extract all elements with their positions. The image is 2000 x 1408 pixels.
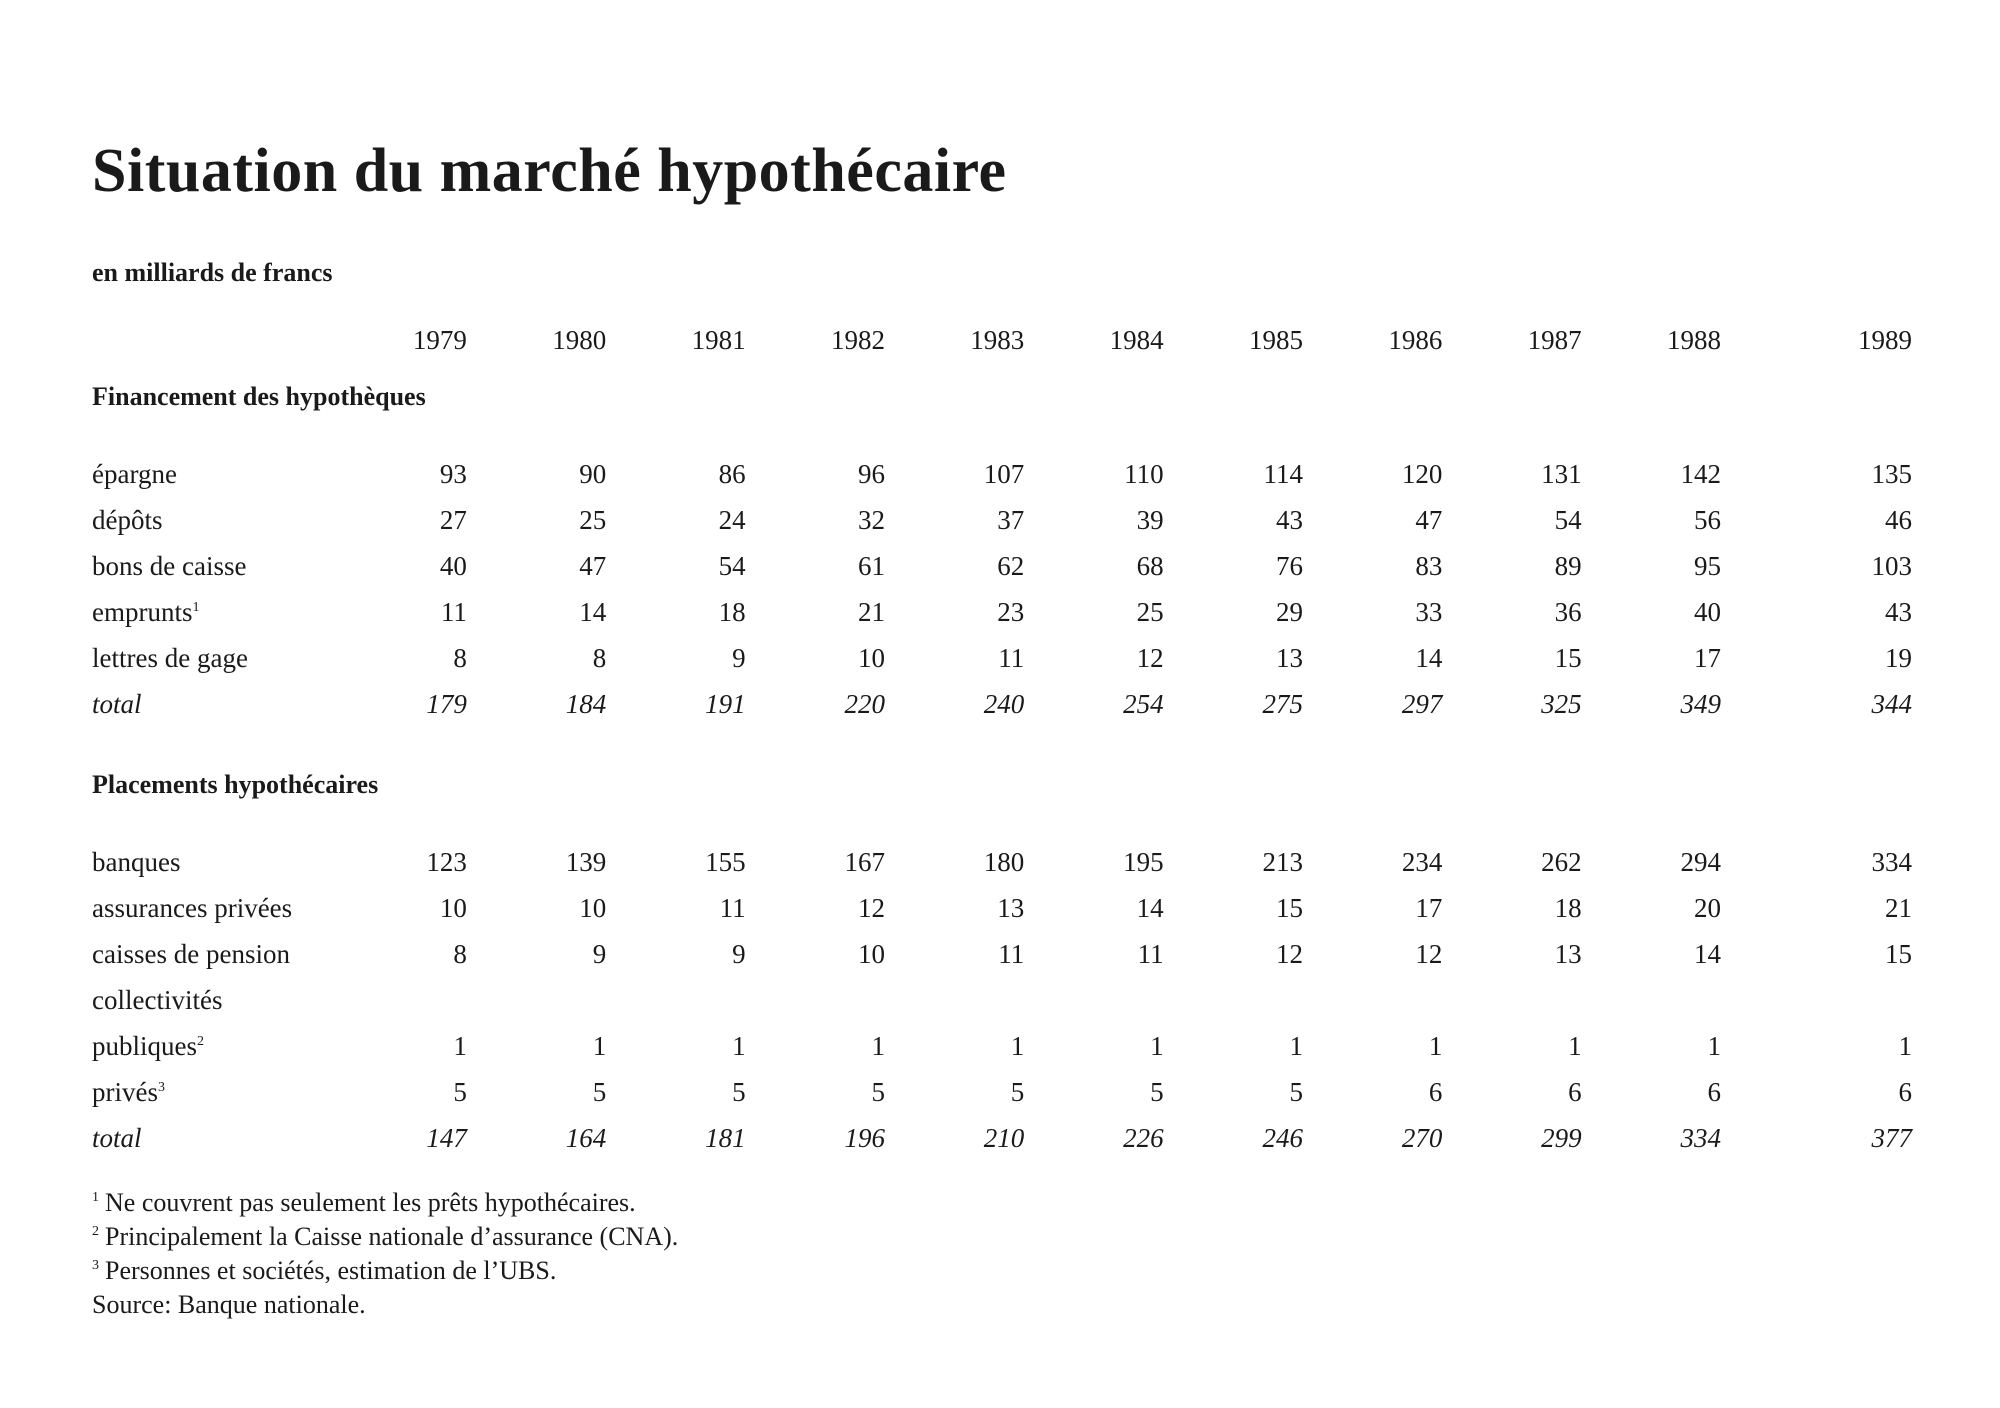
mortgage-market-table [92, 315, 1912, 1161]
spacer-row [92, 429, 1912, 451]
value-cell: 56 [1694, 504, 1722, 535]
section-heading: Placements hypothécaires [92, 770, 379, 799]
row-label-text: épargne [92, 458, 177, 489]
value-cell: 11 [1137, 938, 1164, 969]
value-cell: 8 [453, 642, 467, 673]
value-cell: 6 [1898, 1076, 1912, 1107]
table-row [92, 1069, 1912, 1115]
value-cell: 11 [998, 642, 1025, 673]
row-label [92, 589, 328, 635]
total-row [92, 681, 1912, 727]
row-label-text: collectivités [92, 984, 223, 1015]
value-cell: 5 [592, 1076, 607, 1107]
value-cell: 184 [565, 688, 607, 719]
value-cell: 12 [1136, 642, 1164, 673]
value-cell: 76 [1275, 550, 1303, 581]
table-row [92, 977, 1912, 1023]
value-cell [467, 977, 606, 1023]
value-cell: 210 [983, 1122, 1025, 1153]
value-cell: 1 [1428, 1030, 1443, 1061]
value-cell: 123 [426, 846, 467, 877]
section-heading-row [92, 365, 1912, 429]
spacer-cell [92, 727, 1912, 753]
value-cell: 9 [732, 938, 746, 969]
value-cell: 114 [1263, 458, 1303, 489]
value-cell: 89 [1554, 550, 1582, 581]
table-row [92, 589, 1912, 635]
value-cell: 14 [1694, 938, 1722, 969]
value-cell: 164 [565, 1122, 607, 1153]
footnote-text: Principalement la Caisse nationale d’assurance (CNA). [105, 1222, 679, 1251]
value-cell: 62 [997, 550, 1025, 581]
value-cell: 24 [718, 504, 746, 535]
value-cell: 90 [579, 458, 607, 489]
value-cell: 46 [1885, 504, 1912, 535]
value-cell: 191 [705, 688, 746, 719]
value-cell: 25 [1136, 596, 1164, 627]
value-cell [1164, 977, 1303, 1023]
value-cell: 299 [1541, 1122, 1582, 1153]
value-cell: 14 [1136, 892, 1164, 923]
footnote-mark: 3 [92, 1258, 99, 1274]
value-cell: 61 [857, 550, 885, 581]
value-cell: 246 [1262, 1122, 1303, 1153]
section-heading-row [92, 753, 1912, 817]
value-cell: 131 [1541, 458, 1582, 489]
table-body [92, 365, 1912, 1161]
value-cell [746, 977, 885, 1023]
value-cell: 12 [1275, 938, 1303, 969]
value-cell: 349 [1680, 688, 1722, 719]
value-cell: 54 [718, 550, 746, 581]
table-row [92, 931, 1912, 977]
section-heading: Financement des hypothèques [92, 382, 426, 411]
row-label-text: caisses de pension [92, 938, 290, 969]
value-cell: 5 [453, 1076, 467, 1107]
value-cell: 5 [871, 1076, 885, 1107]
table-row [92, 839, 1912, 885]
table-row [92, 451, 1912, 497]
value-cell: 15 [1885, 938, 1912, 969]
row-label [92, 451, 328, 497]
value-cell: 19 [1885, 642, 1912, 673]
value-cell: 47 [1415, 504, 1443, 535]
value-cell: 43 [1885, 596, 1912, 627]
year-header: 1988 [1667, 324, 1722, 355]
value-cell [606, 977, 745, 1023]
value-cell: 377 [1871, 1122, 1912, 1153]
value-cell: 25 [579, 504, 607, 535]
value-cell: 68 [1136, 550, 1164, 581]
footnote-reference: 2 [197, 1033, 204, 1049]
value-cell: 10 [579, 892, 607, 923]
value-cell [1721, 977, 1912, 1023]
year-header: 1979 [412, 324, 467, 355]
footnotes [92, 1186, 678, 1322]
value-cell: 5 [1289, 1076, 1303, 1107]
value-cell: 93 [439, 458, 467, 489]
value-cell: 297 [1401, 688, 1443, 719]
value-cell: 179 [426, 688, 467, 719]
value-cell: 11 [719, 892, 746, 923]
row-label-text: lettres de gage [92, 642, 248, 673]
value-cell: 147 [426, 1122, 467, 1153]
value-cell: 196 [844, 1122, 885, 1153]
footnote-1 [92, 1186, 678, 1220]
value-cell [1442, 977, 1581, 1023]
spacer-cell [92, 429, 1912, 451]
value-cell: 5 [1010, 1076, 1025, 1107]
value-cell [1582, 977, 1721, 1023]
value-cell: 110 [1124, 458, 1164, 489]
row-label [92, 977, 328, 1023]
value-cell: 11 [998, 938, 1025, 969]
value-cell: 254 [1123, 688, 1164, 719]
row-label-text: total [92, 688, 142, 719]
spacer-row [92, 727, 1912, 753]
value-cell: 14 [1415, 642, 1443, 673]
row-label-text: publiques [92, 1030, 197, 1061]
value-cell: 83 [1415, 550, 1443, 581]
value-cell: 15 [1275, 892, 1303, 923]
page-title: Situation du marché hypothécaire [92, 137, 1007, 205]
value-cell: 220 [844, 688, 885, 719]
year-header-row [92, 315, 1912, 365]
row-label-text: dépôts [92, 504, 163, 535]
value-cell: 21 [857, 596, 885, 627]
value-cell: 120 [1401, 458, 1443, 489]
value-cell: 13 [1554, 938, 1582, 969]
row-label [92, 543, 328, 589]
value-cell: 1 [871, 1030, 885, 1061]
value-cell: 10 [439, 892, 467, 923]
row-label-text: emprunts [92, 596, 193, 627]
value-cell: 103 [1871, 550, 1912, 581]
value-cell: 13 [1275, 642, 1303, 673]
value-cell: 18 [1554, 892, 1582, 923]
row-label [92, 931, 328, 977]
value-cell: 12 [857, 892, 885, 923]
value-cell: 40 [1694, 596, 1722, 627]
row-label [92, 635, 328, 681]
value-cell: 27 [439, 504, 467, 535]
value-cell: 6 [1428, 1076, 1443, 1107]
table-row [92, 497, 1912, 543]
value-cell: 20 [1694, 892, 1722, 923]
value-cell: 1 [453, 1030, 467, 1061]
footnote-2 [92, 1220, 678, 1254]
value-cell: 17 [1694, 642, 1722, 673]
value-cell: 275 [1262, 688, 1303, 719]
value-cell: 8 [592, 642, 607, 673]
year-header: 1986 [1388, 324, 1443, 355]
table-row [92, 885, 1912, 931]
value-cell: 226 [1123, 1122, 1164, 1153]
value-cell: 12 [1415, 938, 1443, 969]
year-header: 1987 [1527, 324, 1582, 355]
value-cell: 39 [1136, 504, 1164, 535]
value-cell: 9 [732, 642, 746, 673]
value-cell: 8 [453, 938, 467, 969]
value-cell: 167 [844, 846, 885, 877]
value-cell [1024, 977, 1163, 1023]
row-label-text: bons de caisse [92, 550, 247, 581]
total-row [92, 1115, 1912, 1161]
value-cell: 181 [705, 1122, 746, 1153]
value-cell: 21 [1885, 892, 1912, 923]
value-cell: 47 [579, 550, 607, 581]
value-cell: 234 [1401, 846, 1443, 877]
value-cell: 142 [1680, 458, 1722, 489]
footnote-text: Personnes et sociétés, estimation de l’UBS. [105, 1256, 557, 1285]
value-cell: 195 [1123, 846, 1164, 877]
value-cell: 1 [1898, 1030, 1912, 1061]
table-row [92, 635, 1912, 681]
row-label [92, 885, 328, 931]
year-header: 1980 [552, 324, 607, 355]
value-cell: 18 [718, 596, 746, 627]
value-cell: 54 [1554, 504, 1582, 535]
value-cell: 36 [1554, 596, 1582, 627]
footnote-reference: 1 [192, 599, 200, 615]
source-note: Source: Banque nationale. [92, 1290, 366, 1319]
value-cell: 1 [1568, 1030, 1582, 1061]
value-cell: 180 [983, 846, 1025, 877]
value-cell: 334 [1680, 1122, 1722, 1153]
row-label-text: privés [92, 1076, 158, 1107]
footnote-3 [92, 1254, 678, 1288]
value-cell: 155 [705, 846, 746, 877]
value-cell: 17 [1415, 892, 1443, 923]
row-label [92, 497, 328, 543]
value-cell: 11 [440, 596, 467, 627]
value-cell: 10 [857, 642, 885, 673]
value-cell: 23 [997, 596, 1025, 627]
value-cell: 240 [983, 688, 1025, 719]
value-cell: 135 [1871, 458, 1912, 489]
value-cell: 6 [1568, 1076, 1582, 1107]
value-cell: 1 [1289, 1030, 1303, 1061]
value-cell [328, 977, 467, 1023]
value-cell: 344 [1871, 688, 1912, 719]
value-cell: 37 [997, 504, 1025, 535]
year-header: 1981 [691, 324, 746, 355]
value-cell: 1 [1707, 1030, 1722, 1061]
value-cell: 1 [1150, 1030, 1164, 1061]
spacer-row [92, 817, 1912, 839]
value-cell: 139 [565, 846, 607, 877]
value-cell: 43 [1275, 504, 1303, 535]
row-label [92, 1115, 328, 1161]
value-cell: 6 [1707, 1076, 1722, 1107]
value-cell: 5 [1150, 1076, 1164, 1107]
year-header: 1989 [1858, 324, 1912, 355]
value-cell: 9 [592, 938, 607, 969]
row-label-text: total [92, 1122, 142, 1153]
value-cell: 262 [1541, 846, 1582, 877]
year-header-blank [92, 315, 328, 365]
year-header: 1982 [830, 324, 885, 355]
value-cell: 14 [579, 596, 607, 627]
value-cell: 32 [857, 504, 885, 535]
row-label [92, 1023, 328, 1069]
value-cell: 325 [1541, 688, 1582, 719]
footnote-reference: 3 [157, 1079, 165, 1095]
footnote-mark: 2 [92, 1224, 99, 1240]
row-label-text: banques [92, 846, 181, 877]
value-cell: 1 [592, 1030, 607, 1061]
row-label [92, 839, 328, 885]
value-cell: 96 [857, 458, 885, 489]
value-cell: 13 [997, 892, 1025, 923]
value-cell: 29 [1275, 596, 1303, 627]
value-cell: 15 [1554, 642, 1582, 673]
value-cell: 40 [439, 550, 467, 581]
value-cell: 294 [1680, 846, 1722, 877]
row-label [92, 1069, 328, 1115]
value-cell: 86 [718, 458, 746, 489]
value-cell: 1 [732, 1030, 746, 1061]
row-label [92, 681, 328, 727]
footnote-mark: 1 [92, 1190, 99, 1206]
table-row [92, 543, 1912, 589]
value-cell: 213 [1262, 846, 1303, 877]
value-cell: 95 [1694, 550, 1722, 581]
table-unit-subtitle: en milliards de francs [92, 258, 333, 287]
spacer-cell [92, 817, 1912, 839]
footnote-text: Ne couvrent pas seulement les prêts hypothécaires. [105, 1188, 636, 1217]
value-cell: 5 [732, 1076, 746, 1107]
value-cell: 334 [1871, 846, 1912, 877]
value-cell [1303, 977, 1442, 1023]
value-cell: 33 [1415, 596, 1443, 627]
year-header: 1983 [970, 324, 1025, 355]
year-header: 1984 [1109, 324, 1164, 355]
value-cell: 1 [1010, 1030, 1025, 1061]
year-header: 1985 [1248, 324, 1303, 355]
value-cell: 107 [983, 458, 1025, 489]
row-label-text: assurances privées [92, 892, 293, 923]
value-cell [885, 977, 1024, 1023]
value-cell: 10 [857, 938, 885, 969]
table-row [92, 1023, 1912, 1069]
value-cell: 270 [1401, 1122, 1443, 1153]
